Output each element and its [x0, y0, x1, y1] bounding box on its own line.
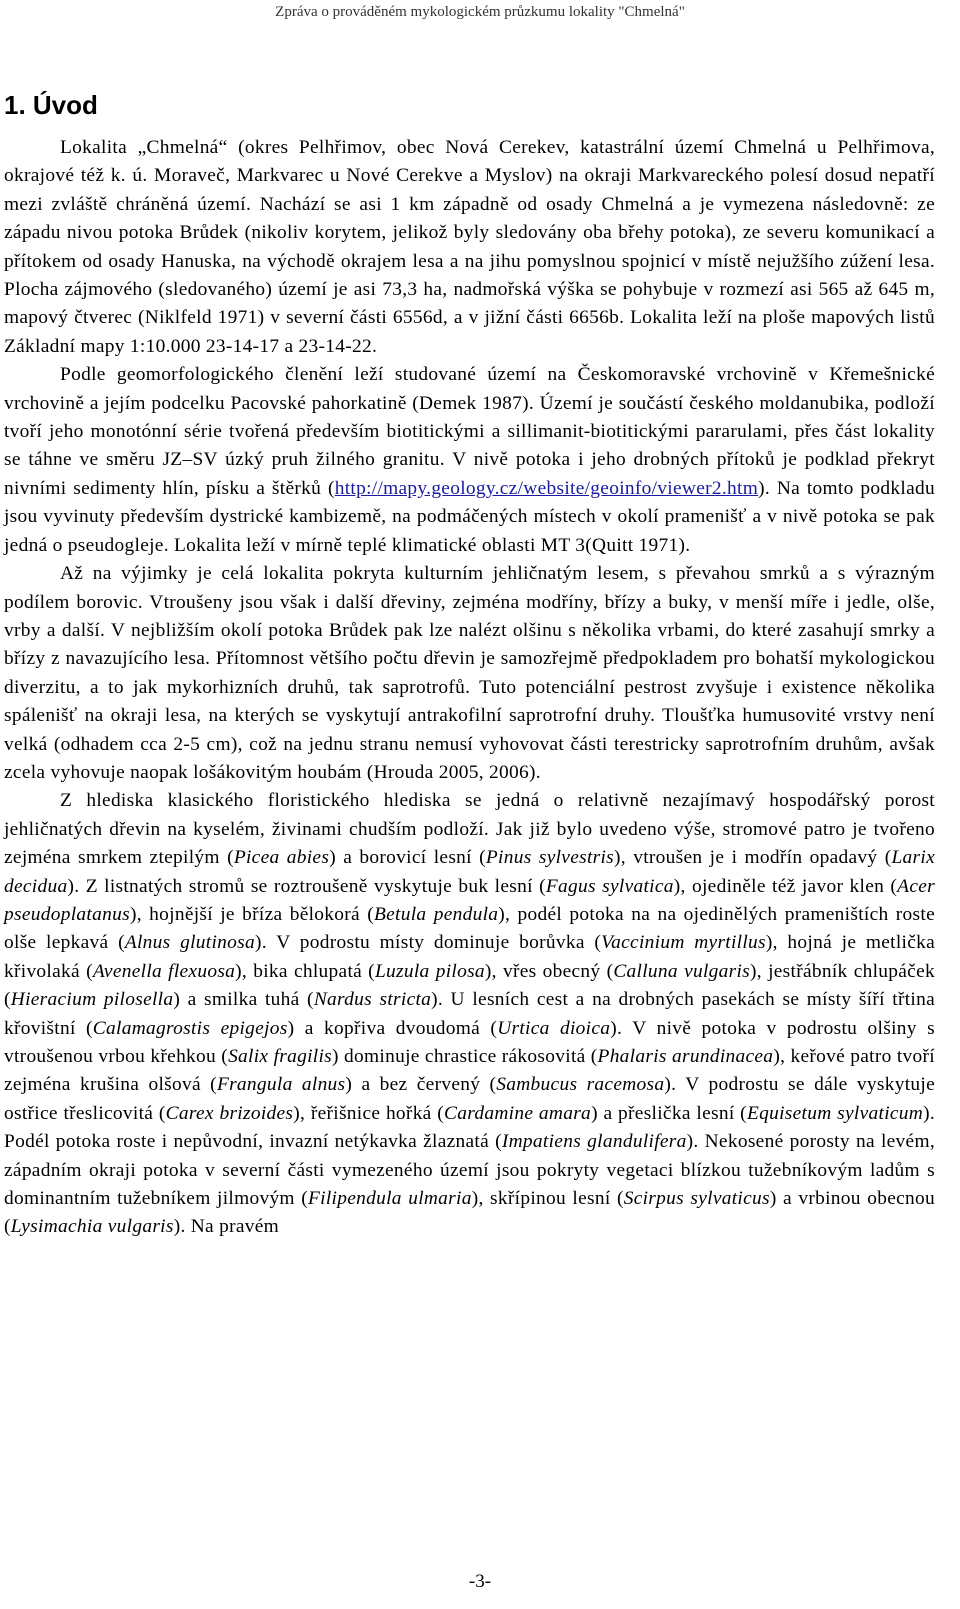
- text-segment: ) dominuje chrastice rákosovitá (: [332, 1046, 598, 1067]
- paragraph-flora: [4, 787, 935, 1242]
- species-name: Lysimachia vulgaris: [10, 1216, 174, 1238]
- text-segment: ), ojediněle též javor klen (: [673, 875, 898, 897]
- text-segment: ), hojná je metlička křivolaká (: [4, 932, 936, 982]
- species-name: Calamagrostis epigejos: [92, 1017, 288, 1039]
- body-text: [4, 134, 935, 1242]
- paragraph-forest: [4, 560, 935, 787]
- species-name: Carex brizoides: [165, 1102, 294, 1124]
- species-name: Urtica dioica: [497, 1017, 611, 1039]
- paragraph-text: Lokalita „Chmelná“ (okres Pelhřimov, obec Nová Cerekev, katastrální území Chmelná u Pelhřimova, okrajové též k. ú. Moraveč, Markvarec u Nové Cerekve a Myslov) na okraji Markvareckého polesí dosud nepatří mezi zvláště chráněná území. Nachází se asi 1 km západně od osady Chmelná a je vymezena následovně: ze západu nivou potoka Brůdek (nikoliv korytem, jelikož byly sledovány oba břehy potoka), ze severu komunikací a přítokem od osady Hanuska, na východě okrajem lesa a na jihu pomyslnou spojnicí v místě nejužšího zúžení lesa. Plocha zájmového (sledovaného) území je asi 73,3 ha, nadmořská výška se pohybuje v rozmezí asi 565 až 645 m, mapový čtverec (Niklfeld 1971) v severní části 6556d, a v jižní části 6656b. Lokalita leží na ploše mapových listů Základní mapy 1:10.000 23-14-17 a 23-14-22.: [4, 137, 935, 357]
- text-segment: ). Podél potoka roste i nepůvodní, invazní netýkavka žlaznatá (: [4, 1102, 935, 1153]
- text-segment: ). V podrostu místy dominuje borůvka (: [255, 932, 602, 954]
- species-name: Filipendula ulmaria: [308, 1188, 472, 1210]
- species-name: Betula pendula: [374, 903, 499, 925]
- text-segment: ), skřípinou lesní (: [471, 1188, 624, 1210]
- text-segment: ), keřové patro tvoří zejména krušina olšová (: [4, 1046, 935, 1096]
- text-segment: ), podél potoka na na ojedinělých prameništích roste olše lepkavá (: [4, 903, 935, 954]
- species-name: Picea abies: [233, 847, 330, 869]
- text-segment: ). Z listnatých stromů se roztroušeně vyskytuje buk lesní (: [67, 875, 546, 897]
- text-segment: ). Na pravém: [173, 1216, 280, 1238]
- species-name: Fagus sylvatica: [545, 875, 674, 897]
- species-name: Alnus glutinosa: [124, 932, 256, 954]
- text-segment: ) a kopřiva dvoudomá (: [287, 1017, 498, 1039]
- text-segment: ), bika chlupatá (: [235, 960, 375, 982]
- species-name: Nardus stricta: [313, 989, 432, 1011]
- text-segment: ) a borovicí lesní (: [329, 847, 486, 869]
- text-segment: ) a přeslička lesní (: [591, 1102, 747, 1124]
- species-name: Acer pseudoplatanus: [4, 875, 935, 925]
- species-name: Cardamine amara: [444, 1102, 592, 1124]
- paragraph-geology: [4, 361, 935, 560]
- text-segment: ). Nekosené porosty na levém, západním okraji potoka v severní části vymezeného území jsou pokryty vegetaci blízkou tužebníkovým ladům s dominantním tužebníkem jilmovým (: [4, 1131, 935, 1210]
- running-header: Zpráva o prováděném mykologickém průzkumu lokality "Chmelná": [275, 4, 685, 20]
- text-segment: ), hojnější je bříza bělokorá (: [129, 903, 374, 925]
- species-name: Salix fragilis: [228, 1046, 333, 1067]
- text-segment: ). U lesních cest a na drobných pasekách se místy šíří třtina křovištní (: [4, 989, 936, 1039]
- species-name: Impatiens glandulifera: [501, 1131, 687, 1153]
- species-name: Scirpus sylvaticus: [623, 1188, 770, 1210]
- species-name: Calluna vulgaris: [613, 960, 751, 982]
- text-segment: ). V podrostu se dále vyskytuje ostřice třeslicovitá (: [4, 1074, 935, 1124]
- paragraph-text: ). Na tomto podkladu jsou vyvinuty především dystrické kambizemě, na podmáčených místech v okolí pramenišť a v nivě potoka se pak jedná o pseudogleje. Lokalita leží v mírně teplé klimatické oblasti MT 3(Quitt 1971).: [4, 477, 936, 556]
- species-name: Frangula alnus: [216, 1074, 346, 1096]
- text-segment: ) a smilka tuhá (: [173, 989, 314, 1011]
- text-segment: ), vtroušen je i modřín opadavý (: [614, 847, 892, 869]
- page-number: -3-: [468, 1571, 492, 1592]
- text-segment: ). V nivě potoka v podrostu olšiny s vtroušenou vrbou křehkou (: [4, 1017, 935, 1067]
- text-segment: ) a bez červený (: [345, 1074, 497, 1096]
- species-name: Hieracium pilosella: [10, 989, 174, 1011]
- paragraph-text: Až na výjimky je celá lokalita pokryta kulturním jehličnatým lesem, s převahou smrků a s výrazným podílem borovic. Vtroušeny jsou však i další dřeviny, zejména modříny, břízy a buky, v menší míře i jedle, olše, vrby a další. V nejbližším okolí potoka Brůdek pak lze nalézt olšinu s několika vrbami, do které zasahují smrky a břízy z navazujícího lesa. Přítomnost většího počtu dřevin je samozřejmě předpokladem pro bohatší mykologickou diverzitu, a to jak mykorhizních druhů, tak saprotrofů. Tuto potenciální pestrost zvyšuje i existence několika spálenišť na okraji lesa, na kterých se vyskytují antrakofilní saprotrofní druhy. Tloušťka humusovité vrstvy není velká (odhadem cca 2-5 cm), což na jednu stranu nemusí vyhovovat části terestricky saprotrofním druhům, avšak zcela vyhovuje naopak lošákovitým houbám (Hrouda 2005, 2006).: [4, 563, 935, 783]
- text-segment: ) a vrbinou obecnou (: [4, 1188, 936, 1238]
- text-segment: ), řeřišnice hořká (: [293, 1102, 445, 1124]
- text-segment: Z hlediska klasického floristického hlediska se jedná o relativně nezajímavý hospodářský porost jehličnatých dřevin na kyselém, živinami chudším podloží. Jak již bylo uvedeno výše, stromové patro je tvořeno zejména smrkem ztepilým (: [4, 790, 935, 869]
- species-name: Larix decidua: [4, 847, 935, 897]
- paragraph-location: [4, 134, 935, 361]
- paragraph-text: Podle geomorfologického členění leží studované území na Českomoravské vrchovině v Křemešnické vrchovině a jejím podcelku Pacovské pahorkatině (Demek 1987). Území je součástí českého moldanubika, podloží tvoří jeho monotónní série tvořená především biotitickými a sillimanit-biotitickými pararulami, přes část lokality se táhne ve směru JZ–SV úzký pruh žilného granitu. V nivě potoka i jeho drobných přítoků je podklad překryt nivními sedimenty hlín, písku a štěrků (: [4, 364, 935, 499]
- species-name: Sambucus racemosa: [496, 1074, 665, 1096]
- section-title: 1. Úvod: [4, 90, 98, 120]
- species-name: Pinus sylvestris: [485, 847, 615, 869]
- text-segment: ), jestřábník chlupáček (: [4, 960, 935, 1011]
- species-name: Phalaris arundinacea: [597, 1046, 774, 1067]
- text-segment: ), vřes obecný (: [484, 960, 614, 982]
- species-name: Avenella flexuosa: [92, 960, 236, 982]
- species-name: Luzula pilosa: [374, 960, 485, 982]
- species-name: Vaccinium myrtillus: [601, 932, 766, 954]
- geology-map-link[interactable]: http://mapy.geology.cz/website/geoinfo/viewer2.htm: [334, 477, 759, 499]
- species-name: Equisetum sylvaticum: [746, 1102, 924, 1124]
